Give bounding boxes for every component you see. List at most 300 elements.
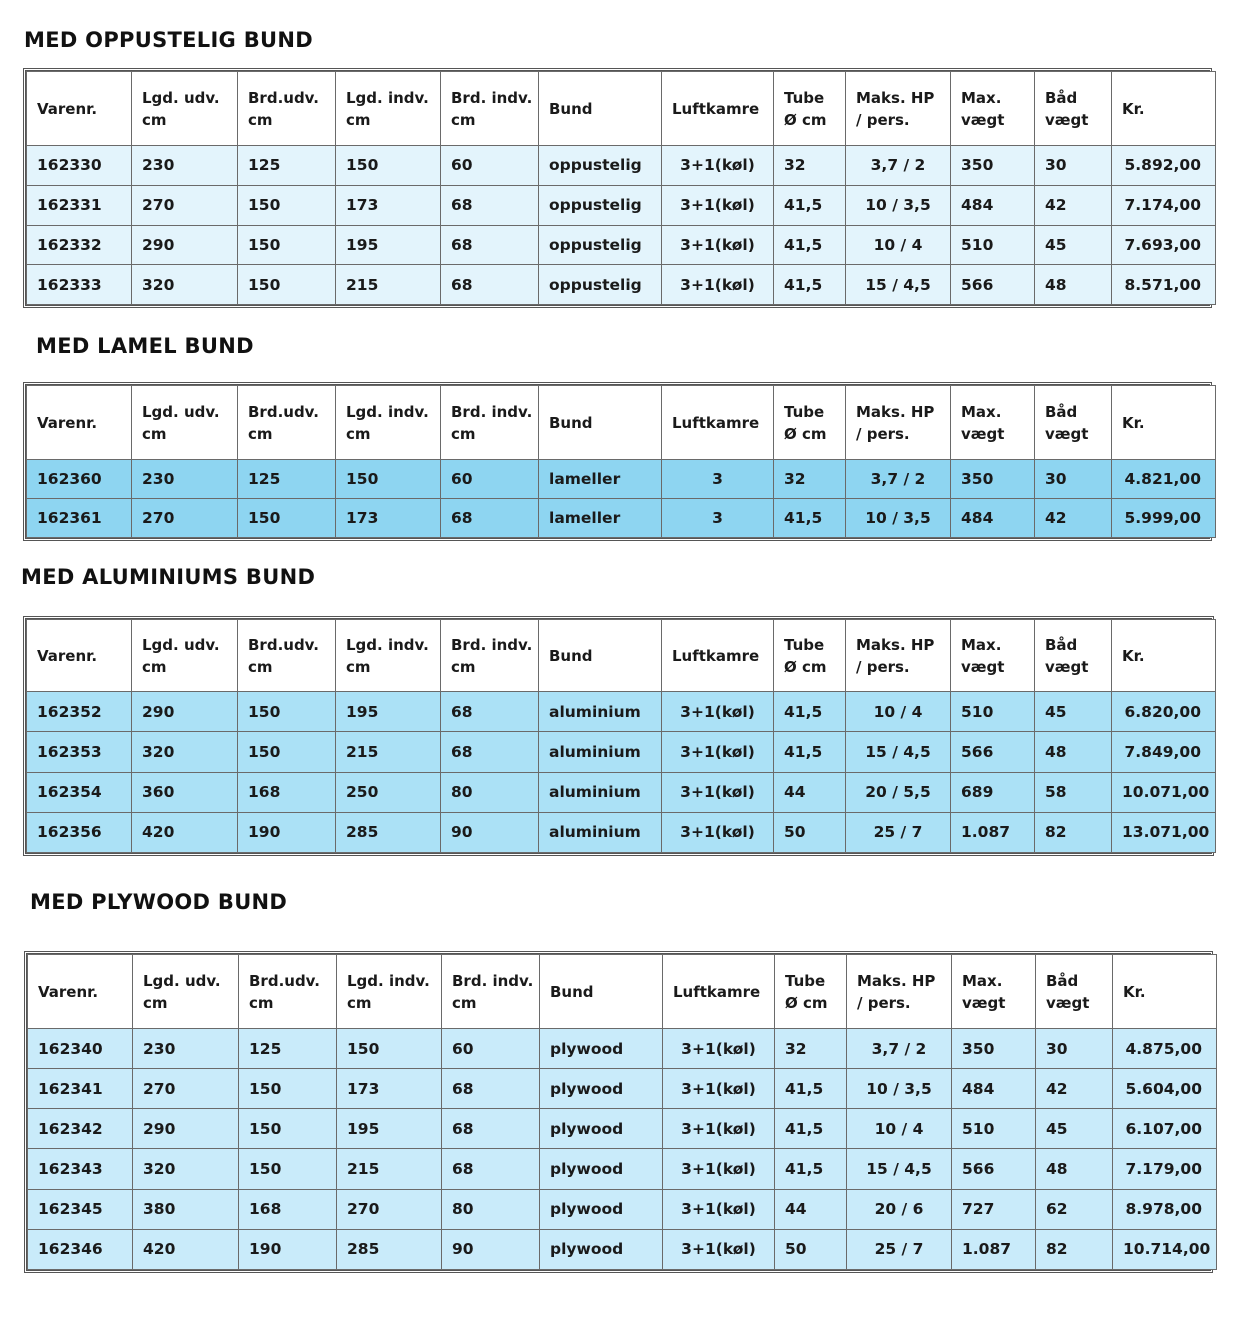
header-lgd-indv: [336, 620, 441, 692]
table-row: [27, 225, 1216, 265]
table-row: [27, 460, 1216, 499]
cell-kr: 8.978,00: [1113, 1189, 1217, 1229]
header-label: Lgd. indv.: [346, 635, 429, 654]
header-unit: Ø cm: [785, 993, 828, 1012]
cell-lgd-udv: 230: [132, 146, 238, 186]
cell-kr: 5.999,00: [1112, 499, 1216, 538]
cell-kr: 4.821,00: [1112, 460, 1216, 499]
cell-lgd-indv: 195: [336, 692, 441, 732]
header-kr: [1112, 72, 1216, 146]
header-kr: [1113, 955, 1217, 1029]
cell-max-vaegt: 484: [951, 185, 1035, 225]
cell-lgd-indv: 215: [336, 732, 441, 772]
cell-baad-vaegt: 45: [1035, 225, 1112, 265]
cell-luftkamre: 3+1(køl): [663, 1149, 775, 1189]
header-lgd-udv: [132, 386, 238, 460]
section-title-aluminium: MED ALUMINIUMS BUND: [21, 565, 316, 589]
header-label: Brd. indv.: [451, 402, 533, 421]
cell-max-vaegt: 566: [952, 1149, 1036, 1189]
cell-bund: oppustelig: [539, 146, 662, 186]
cell-tube: 41,5: [774, 732, 846, 772]
cell-brd-indv: 60: [441, 460, 539, 499]
cell-lgd-indv: 215: [336, 265, 441, 305]
cell-lgd-udv: 320: [133, 1149, 239, 1189]
header-kr: [1112, 620, 1216, 692]
cell-maks-hp: 3,7 / 2: [846, 460, 951, 499]
header-unit: cm: [346, 110, 371, 129]
cell-varenr: 162332: [27, 225, 132, 265]
header-label: Bund: [549, 99, 593, 118]
header-unit: cm: [142, 657, 167, 676]
header-unit: vægt: [962, 993, 1006, 1012]
cell-lgd-udv: 290: [132, 225, 238, 265]
cell-tube: 44: [775, 1189, 847, 1229]
cell-tube: 41,5: [775, 1069, 847, 1109]
cell-maks-hp: 3,7 / 2: [847, 1029, 952, 1069]
header-label: Max.: [961, 402, 1002, 421]
header-brd-indv: [441, 72, 539, 146]
header-row: [27, 72, 1216, 146]
header-label: Bund: [550, 982, 594, 1001]
cell-maks-hp: 10 / 3,5: [846, 499, 951, 538]
cell-maks-hp: 15 / 4,5: [846, 732, 951, 772]
cell-baad-vaegt: 58: [1035, 772, 1112, 812]
header-unit: cm: [346, 424, 371, 443]
cell-tube: 44: [774, 772, 846, 812]
cell-kr: 10.071,00: [1112, 772, 1216, 812]
cell-max-vaegt: 484: [952, 1069, 1036, 1109]
header-label: Brd.udv.: [248, 635, 319, 654]
cell-bund: aluminium: [539, 772, 662, 812]
cell-brd-udv: 190: [239, 1229, 337, 1269]
cell-max-vaegt: 484: [951, 499, 1035, 538]
header-varenr: [27, 620, 132, 692]
header-unit: cm: [248, 657, 273, 676]
cell-kr: 7.849,00: [1112, 732, 1216, 772]
cell-tube: 41,5: [775, 1109, 847, 1149]
header-label: Brd.udv.: [248, 88, 319, 107]
header-max-vaegt: [952, 955, 1036, 1029]
cell-maks-hp: 25 / 7: [847, 1229, 952, 1269]
cell-brd-indv: 68: [441, 732, 539, 772]
table-row: [28, 1109, 1217, 1149]
cell-brd-udv: 125: [239, 1029, 337, 1069]
cell-bund: plywood: [540, 1189, 663, 1229]
cell-brd-indv: 68: [442, 1109, 540, 1149]
cell-lgd-udv: 380: [133, 1189, 239, 1229]
cell-kr: 7.693,00: [1112, 225, 1216, 265]
header-label: Maks. HP: [856, 88, 935, 107]
cell-maks-hp: 20 / 5,5: [846, 772, 951, 812]
header-label: Maks. HP: [856, 635, 935, 654]
header-max-vaegt: [951, 620, 1035, 692]
header-label: Båd: [1046, 971, 1079, 990]
header-unit: vægt: [1046, 993, 1090, 1012]
header-label: Maks. HP: [857, 971, 936, 990]
cell-lgd-udv: 320: [132, 265, 238, 305]
header-label: Luftkamre: [672, 99, 760, 118]
cell-brd-indv: 68: [441, 265, 539, 305]
cell-brd-udv: 150: [239, 1109, 337, 1149]
cell-luftkamre: 3+1(køl): [663, 1069, 775, 1109]
cell-baad-vaegt: 42: [1036, 1069, 1113, 1109]
table-row: [27, 146, 1216, 186]
cell-varenr: 162331: [27, 185, 132, 225]
cell-lgd-udv: 290: [132, 692, 238, 732]
cell-luftkamre: 3+1(køl): [663, 1189, 775, 1229]
cell-luftkamre: 3+1(køl): [663, 1229, 775, 1269]
cell-max-vaegt: 566: [951, 732, 1035, 772]
header-brd-udv: [238, 620, 336, 692]
header-maks-hp: [846, 386, 951, 460]
header-unit: cm: [347, 993, 372, 1012]
cell-maks-hp: 15 / 4,5: [847, 1149, 952, 1189]
cell-lgd-indv: 150: [336, 460, 441, 499]
header-unit: cm: [451, 110, 476, 129]
cell-luftkamre: 3+1(køl): [663, 1109, 775, 1149]
header-unit: / pers.: [856, 424, 910, 443]
header-unit: vægt: [961, 657, 1005, 676]
cell-kr: 6.107,00: [1113, 1109, 1217, 1149]
spec-table: [26, 385, 1216, 538]
cell-kr: 10.714,00: [1113, 1229, 1217, 1269]
cell-lgd-udv: 270: [132, 185, 238, 225]
header-tube: [775, 955, 847, 1029]
cell-baad-vaegt: 30: [1035, 460, 1112, 499]
header-label: Luftkamre: [673, 982, 761, 1001]
cell-max-vaegt: 510: [952, 1109, 1036, 1149]
cell-brd-indv: 68: [441, 692, 539, 732]
cell-varenr: 162352: [27, 692, 132, 732]
cell-varenr: 162345: [28, 1189, 133, 1229]
cell-tube: 41,5: [774, 499, 846, 538]
cell-bund: aluminium: [539, 812, 662, 852]
header-label: Tube: [784, 402, 825, 421]
header-unit: cm: [248, 110, 273, 129]
header-label: Kr.: [1123, 982, 1146, 1001]
header-label: Kr.: [1122, 646, 1145, 665]
header-tube: [774, 620, 846, 692]
header-label: Lgd. udv.: [143, 971, 221, 990]
cell-luftkamre: 3: [662, 499, 774, 538]
cell-bund: plywood: [540, 1229, 663, 1269]
header-unit: vægt: [1045, 657, 1089, 676]
header-luftkamre: [662, 72, 774, 146]
header-label: Båd: [1045, 88, 1078, 107]
cell-tube: 41,5: [774, 265, 846, 305]
header-label: Lgd. indv.: [347, 971, 430, 990]
cell-baad-vaegt: 82: [1036, 1229, 1113, 1269]
header-luftkamre: [662, 386, 774, 460]
header-label: Båd: [1045, 635, 1078, 654]
header-label: Varenr.: [37, 646, 98, 665]
cell-brd-indv: 90: [442, 1229, 540, 1269]
header-label: Lgd. indv.: [346, 402, 429, 421]
cell-brd-indv: 68: [441, 499, 539, 538]
cell-varenr: 162340: [28, 1029, 133, 1069]
header-lgd-indv: [336, 386, 441, 460]
header-brd-indv: [441, 386, 539, 460]
cell-max-vaegt: 350: [951, 146, 1035, 186]
header-label: Lgd. udv.: [142, 402, 220, 421]
cell-lgd-indv: 270: [337, 1189, 442, 1229]
header-label: Båd: [1045, 402, 1078, 421]
cell-brd-indv: 68: [441, 225, 539, 265]
cell-brd-udv: 190: [238, 812, 336, 852]
cell-varenr: 162333: [27, 265, 132, 305]
table-row: [27, 772, 1216, 812]
table-row: [27, 812, 1216, 852]
cell-maks-hp: 10 / 4: [846, 692, 951, 732]
cell-brd-indv: 68: [442, 1069, 540, 1109]
cell-brd-udv: 150: [239, 1069, 337, 1109]
cell-maks-hp: 10 / 4: [846, 225, 951, 265]
cell-brd-indv: 60: [441, 146, 539, 186]
cell-bund: lameller: [539, 460, 662, 499]
cell-brd-udv: 168: [239, 1189, 337, 1229]
cell-lgd-udv: 270: [133, 1069, 239, 1109]
cell-tube: 50: [775, 1229, 847, 1269]
cell-tube: 32: [774, 460, 846, 499]
cell-maks-hp: 3,7 / 2: [846, 146, 951, 186]
cell-brd-udv: 150: [238, 692, 336, 732]
header-luftkamre: [663, 955, 775, 1029]
header-unit: / pers.: [856, 657, 910, 676]
header-unit: vægt: [1045, 110, 1089, 129]
cell-brd-udv: 150: [238, 225, 336, 265]
cell-brd-udv: 150: [238, 499, 336, 538]
header-max-vaegt: [951, 386, 1035, 460]
cell-brd-indv: 68: [441, 185, 539, 225]
cell-lgd-udv: 230: [132, 460, 238, 499]
header-varenr: [28, 955, 133, 1029]
cell-lgd-indv: 173: [337, 1069, 442, 1109]
cell-brd-indv: 68: [442, 1149, 540, 1189]
cell-luftkamre: 3+1(køl): [662, 812, 774, 852]
cell-baad-vaegt: 42: [1035, 185, 1112, 225]
cell-kr: 13.071,00: [1112, 812, 1216, 852]
header-label: Brd.udv.: [248, 402, 319, 421]
header-unit: vægt: [1045, 424, 1089, 443]
cell-bund: plywood: [540, 1109, 663, 1149]
table-row: [27, 499, 1216, 538]
cell-max-vaegt: 1.087: [952, 1229, 1036, 1269]
cell-lgd-udv: 270: [132, 499, 238, 538]
header-unit: Ø cm: [784, 657, 827, 676]
cell-tube: 41,5: [774, 692, 846, 732]
cell-varenr: 162360: [27, 460, 132, 499]
cell-maks-hp: 20 / 6: [847, 1189, 952, 1229]
cell-varenr: 162330: [27, 146, 132, 186]
cell-tube: 32: [775, 1029, 847, 1069]
header-unit: cm: [248, 424, 273, 443]
cell-lgd-indv: 173: [336, 185, 441, 225]
cell-lgd-indv: 150: [337, 1029, 442, 1069]
cell-bund: oppustelig: [539, 185, 662, 225]
header-lgd-udv: [132, 72, 238, 146]
cell-maks-hp: 10 / 3,5: [846, 185, 951, 225]
cell-lgd-indv: 250: [336, 772, 441, 812]
header-row: [28, 955, 1217, 1029]
header-bund: [540, 955, 663, 1029]
header-maks-hp: [846, 620, 951, 692]
header-unit: Ø cm: [784, 424, 827, 443]
table-row: [28, 1189, 1217, 1229]
cell-bund: aluminium: [539, 732, 662, 772]
header-label: Tube: [784, 88, 825, 107]
header-label: Luftkamre: [672, 413, 760, 432]
header-label: Varenr.: [37, 99, 98, 118]
cell-varenr: 162342: [28, 1109, 133, 1149]
cell-lgd-indv: 285: [336, 812, 441, 852]
cell-luftkamre: 3+1(køl): [662, 772, 774, 812]
section-title-plywood: MED PLYWOOD BUND: [30, 890, 288, 914]
cell-lgd-indv: 195: [337, 1109, 442, 1149]
cell-brd-udv: 150: [239, 1149, 337, 1189]
table-aluminium: [23, 616, 1214, 856]
cell-bund: lameller: [539, 499, 662, 538]
header-baad-vaegt: [1035, 620, 1112, 692]
cell-baad-vaegt: 42: [1035, 499, 1112, 538]
cell-lgd-indv: 195: [336, 225, 441, 265]
cell-baad-vaegt: 48: [1035, 732, 1112, 772]
cell-tube: 41,5: [775, 1149, 847, 1189]
header-label: Varenr.: [38, 982, 99, 1001]
cell-bund: plywood: [540, 1149, 663, 1189]
header-tube: [774, 72, 846, 146]
cell-varenr: 162356: [27, 812, 132, 852]
header-brd-indv: [441, 620, 539, 692]
cell-baad-vaegt: 48: [1035, 265, 1112, 305]
header-label: Max.: [962, 971, 1003, 990]
cell-max-vaegt: 1.087: [951, 812, 1035, 852]
header-tube: [774, 386, 846, 460]
cell-maks-hp: 10 / 3,5: [847, 1069, 952, 1109]
header-luftkamre: [662, 620, 774, 692]
header-unit: / pers.: [856, 110, 910, 129]
header-label: Bund: [549, 413, 593, 432]
header-label: Kr.: [1122, 99, 1145, 118]
cell-tube: 41,5: [774, 185, 846, 225]
header-label: Kr.: [1122, 413, 1145, 432]
header-label: Brd. indv.: [451, 88, 533, 107]
cell-brd-indv: 80: [441, 772, 539, 812]
header-unit: vægt: [961, 110, 1005, 129]
cell-luftkamre: 3+1(køl): [662, 732, 774, 772]
cell-brd-indv: 60: [442, 1029, 540, 1069]
header-unit: / pers.: [857, 993, 911, 1012]
header-label: Lgd. udv.: [142, 88, 220, 107]
cell-lgd-indv: 150: [336, 146, 441, 186]
section-title-lamel: MED LAMEL BUND: [36, 334, 254, 358]
cell-lgd-indv: 173: [336, 499, 441, 538]
cell-kr: 5.892,00: [1112, 146, 1216, 186]
header-label: Max.: [961, 635, 1002, 654]
header-label: Max.: [961, 88, 1002, 107]
header-row: [27, 620, 1216, 692]
cell-lgd-udv: 420: [132, 812, 238, 852]
cell-luftkamre: 3+1(køl): [662, 265, 774, 305]
header-label: Varenr.: [37, 413, 98, 432]
cell-baad-vaegt: 45: [1035, 692, 1112, 732]
header-baad-vaegt: [1035, 72, 1112, 146]
header-unit: cm: [142, 424, 167, 443]
cell-max-vaegt: 350: [952, 1029, 1036, 1069]
cell-baad-vaegt: 45: [1036, 1109, 1113, 1149]
cell-varenr: 162354: [27, 772, 132, 812]
cell-lgd-indv: 215: [337, 1149, 442, 1189]
header-lgd-udv: [132, 620, 238, 692]
cell-lgd-indv: 285: [337, 1229, 442, 1269]
header-brd-udv: [239, 955, 337, 1029]
header-kr: [1112, 386, 1216, 460]
cell-luftkamre: 3+1(køl): [663, 1029, 775, 1069]
cell-lgd-udv: 360: [132, 772, 238, 812]
cell-baad-vaegt: 30: [1035, 146, 1112, 186]
header-maks-hp: [846, 72, 951, 146]
header-label: Bund: [549, 646, 593, 665]
table-lamel: [23, 382, 1212, 541]
header-lgd-indv: [337, 955, 442, 1029]
cell-lgd-udv: 230: [133, 1029, 239, 1069]
cell-baad-vaegt: 82: [1035, 812, 1112, 852]
header-label: Brd. indv.: [451, 635, 533, 654]
cell-brd-udv: 125: [238, 460, 336, 499]
table-plywood: [24, 951, 1213, 1273]
cell-luftkamre: 3+1(køl): [662, 225, 774, 265]
cell-varenr: 162361: [27, 499, 132, 538]
cell-luftkamre: 3+1(køl): [662, 692, 774, 732]
cell-bund: plywood: [540, 1069, 663, 1109]
cell-kr: 7.179,00: [1113, 1149, 1217, 1189]
cell-varenr: 162346: [28, 1229, 133, 1269]
header-brd-udv: [238, 72, 336, 146]
header-label: Tube: [784, 635, 825, 654]
cell-luftkamre: 3: [662, 460, 774, 499]
cell-max-vaegt: 689: [951, 772, 1035, 812]
header-maks-hp: [847, 955, 952, 1029]
header-row: [27, 386, 1216, 460]
cell-luftkamre: 3+1(køl): [662, 185, 774, 225]
cell-luftkamre: 3+1(køl): [662, 146, 774, 186]
section-title-oppustelig: MED OPPUSTELIG BUND: [24, 28, 313, 52]
cell-baad-vaegt: 62: [1036, 1189, 1113, 1229]
cell-lgd-udv: 290: [133, 1109, 239, 1149]
header-bund: [539, 620, 662, 692]
header-lgd-udv: [133, 955, 239, 1029]
cell-max-vaegt: 350: [951, 460, 1035, 499]
cell-brd-udv: 125: [238, 146, 336, 186]
header-unit: cm: [451, 657, 476, 676]
cell-brd-udv: 150: [238, 185, 336, 225]
header-lgd-indv: [336, 72, 441, 146]
header-label: Lgd. indv.: [346, 88, 429, 107]
spec-table: [26, 619, 1216, 853]
cell-kr: 7.174,00: [1112, 185, 1216, 225]
cell-brd-udv: 150: [238, 732, 336, 772]
header-baad-vaegt: [1035, 386, 1112, 460]
cell-brd-udv: 150: [238, 265, 336, 305]
cell-bund: oppustelig: [539, 225, 662, 265]
header-bund: [539, 72, 662, 146]
header-unit: Ø cm: [784, 110, 827, 129]
header-varenr: [27, 72, 132, 146]
header-bund: [539, 386, 662, 460]
header-label: Tube: [785, 971, 826, 990]
header-unit: cm: [249, 993, 274, 1012]
header-varenr: [27, 386, 132, 460]
table-row: [28, 1029, 1217, 1069]
